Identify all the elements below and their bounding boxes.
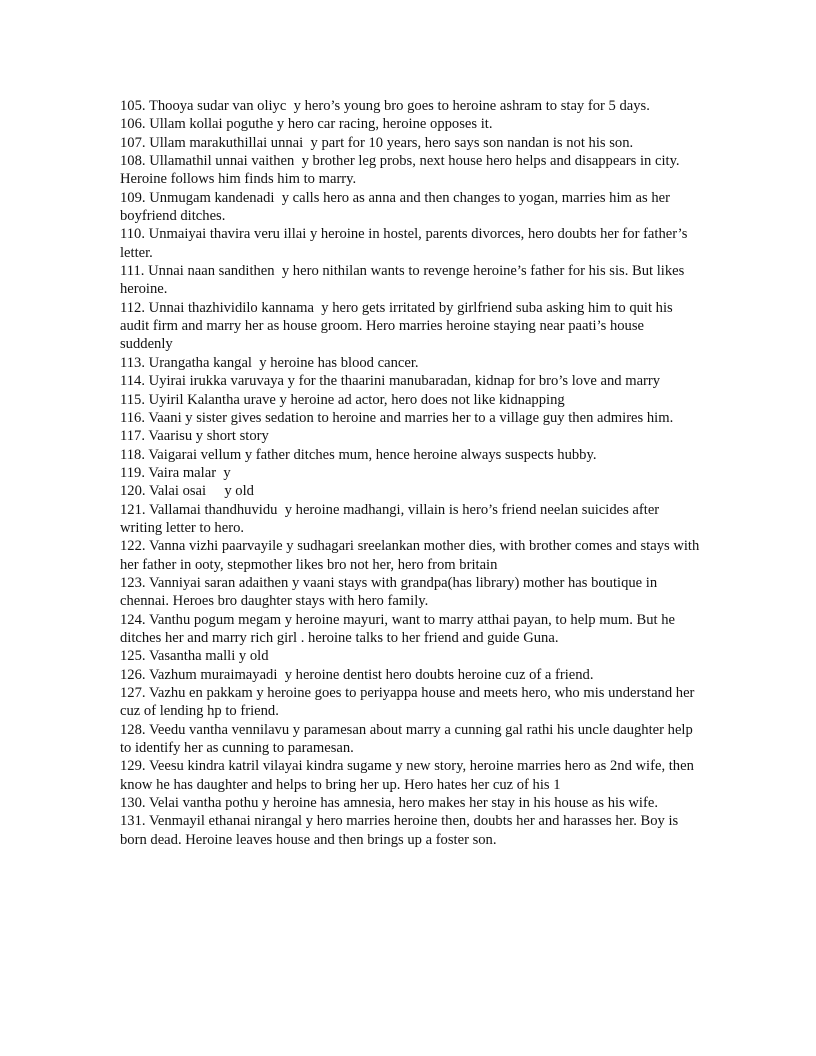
entry-text: Ullam kollai poguthe y hero car racing, heroine opposes it. [149,116,493,133]
entry-number: 126. [120,666,146,683]
entry-number: 125. [120,648,146,665]
entry-text: Ullam marakuthillai unnai y part for 10 years, hero says son nandan is not his son. [149,134,634,151]
entry-number: 115. [120,391,145,408]
entry-text: Unnai thazhividilo kannama y hero gets irritated by girlfriend suba asking him to quit his audit firm and marry her as house groom. Hero marries heroine staying near paati’s house suddenly [120,299,677,353]
list-item [120,482,700,500]
entry-number: 113. [120,354,145,371]
list-item [120,794,700,812]
entry-text: Velai vantha pothu y heroine has amnesia, hero makes her stay in his house as his wife. [148,795,658,812]
entry-text: Vasantha malli y old [148,648,269,665]
entry-text: Vallamai thandhuvidu y heroine madhangi, villain is hero’s friend neelan suicides after writing letter to hero. [120,501,663,536]
entry-text: Vanniyai saran adaithen y vaani stays with grandpa(has library) mother has boutique in chennai. Heroes bro daughter stays with hero family. [120,574,661,610]
entry-text: Thooya sudar van oliyc y hero’s young bro goes to heroine ashram to stay for 5 days. [148,98,650,114]
list-item [120,262,700,299]
list-item [120,446,700,464]
entry-number: 109. [120,189,146,206]
entry-number: 114. [120,373,145,390]
list-item [120,152,700,189]
list-item [120,611,700,648]
story-list [120,97,703,849]
entry-text: Uyiril Kalantha urave y heroine ad actor, hero does not like kidnapping [148,391,565,408]
entry-text: Vaarisu y short story [148,428,269,445]
list-item [120,115,700,133]
list-item [120,537,703,574]
entry-text: Vaigarai vellum y father ditches mum, hence heroine always suspects hubby. [148,446,597,463]
list-item [120,721,700,758]
entry-text: Veesu kindra katril vilayai kindra sugame y new story, heroine marries hero as 2nd wife, then know he has daughter and helps to bring her up. Hero hates her cuz of his 1 [120,758,698,793]
list-item [120,391,700,409]
entry-text: Uyirai irukka varuvaya y for the thaarini manubaradan, kidnap for bro’s love and marry [148,373,661,390]
entry-number: 120. [120,483,146,500]
list-item [120,134,700,152]
entry-number: 106. [120,116,146,133]
entry-text: Vanna vizhi paarvayile y sudhagari sreelankan mother dies, with brother comes and stays with her father in ooty, stepmother likes bro not her, hero from britain [120,538,703,573]
entry-number: 110. [120,226,145,243]
entry-text: Ullamathil unnai vaithen y brother leg probs, next house hero helps and disappears in city. Heroine follows him finds him to marry. [120,153,684,188]
list-item [120,647,700,665]
list-item [120,299,700,354]
list-item [120,757,700,794]
entry-number: 112. [120,299,145,316]
entry-number: 130. [120,795,146,812]
list-item [120,574,700,611]
list-item [120,666,700,684]
list-item [120,189,700,226]
list-item [120,812,700,849]
entry-text: Veedu vantha vennilavu y paramesan about marry a cunning gal rathi his uncle daughter help to identify her as cunning to paramesan. [120,721,697,757]
list-item [120,372,700,390]
entry-number: 123. [120,574,146,591]
entry-number: 105. [120,98,146,114]
list-item [120,97,700,115]
list-item [120,501,700,538]
entry-text: Vazhu en pakkam y heroine goes to periyappa house and meets hero, who mis understand her cuz of lending hp to friend. [120,685,699,720]
list-item [120,225,700,262]
list-item [120,464,700,482]
entry-text: Vaani y sister gives sedation to heroine and marries her to a village guy then admires him. [148,409,674,426]
entry-number: 117. [120,428,145,445]
entry-text: Vazhum muraimayadi y heroine dentist hero doubts heroine cuz of a friend. [148,666,594,683]
list-item [120,409,700,427]
entry-number: 127. [120,685,146,701]
entry-text: Unmugam kandenadi y calls hero as anna and then changes to yogan, marries him as her boyfriend ditches. [120,189,674,225]
entry-text: Valai osai y old [148,483,254,500]
entry-number: 119. [120,464,145,481]
entry-text: Venmayil ethanai nirangal y hero marries heroine then, doubts her and harasses her. Boy is born dead. Heroine leaves house and then brings up a foster son. [120,813,682,848]
entry-number: 121. [120,501,146,518]
entry-text: Unnai naan sandithen y hero nithilan wants to revenge heroine’s father for his sis. But likes heroine. [120,263,688,298]
entry-number: 108. [120,153,146,170]
entry-number: 118. [120,446,145,463]
list-item [120,427,700,445]
list-item [120,354,700,372]
entry-number: 107. [120,134,146,151]
entry-text: Unmaiyai thavira veru illai y heroine in hostel, parents divorces, hero doubts her for father’s letter. [120,226,692,261]
entry-number: 111. [120,263,145,280]
entry-number: 116. [120,409,145,426]
list-item [120,684,700,721]
entry-number: 128. [120,721,146,738]
entry-number: 131. [120,813,146,830]
entry-number: 129. [120,758,146,775]
entry-text: Vanthu pogum megam y heroine mayuri, want to marry atthai payan, to help mum. But he ditches her and marry rich girl . heroine talks to her friend and guide Guna. [120,611,679,646]
entry-number: 124. [120,611,146,628]
entry-text: Urangatha kangal y heroine has blood cancer. [148,354,419,371]
entry-text: Vaira malar y [148,464,231,481]
entry-number: 122. [120,538,146,555]
